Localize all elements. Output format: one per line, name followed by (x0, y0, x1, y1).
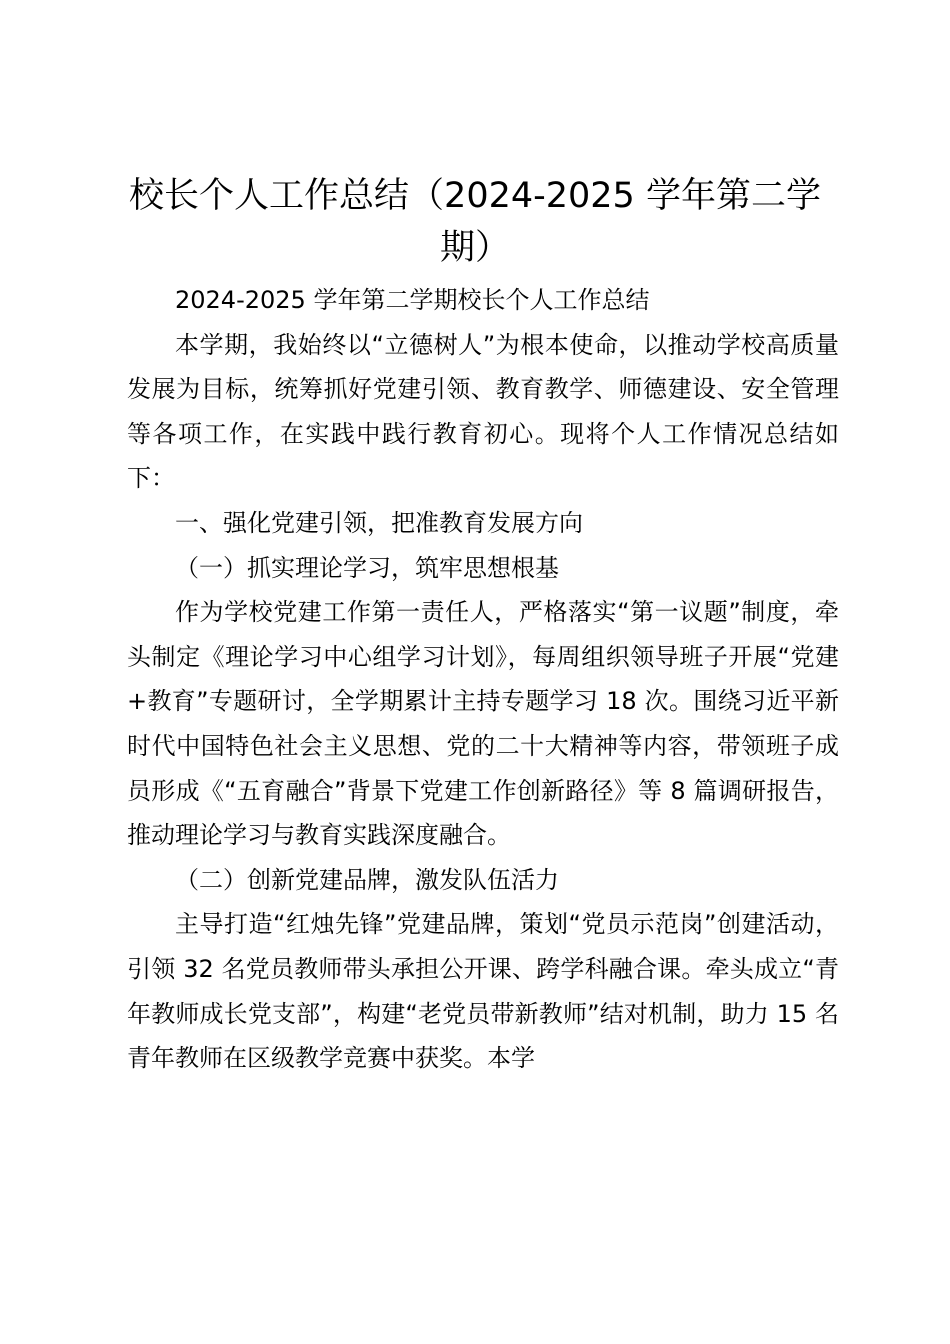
section-1-heading: 一、强化党建引领，把准教育发展方向 (175, 508, 583, 537)
section-1-1-paragraph: 作为学校党建工作第一责任人，严格落实“第一议题”制度，牵头制定《理论学习中心组学习计划》，每周组织领导班子开展“党建+教育”专题研讨，全学期累计主持专题学习 18 次。围绕习近平新时代中国特色社会主义思想、党的二十大精神等内容，带领班子成员形成《“五育融合”背景下党建工作创新路径》等 8 篇调研报告，推动理论学习与教育实践深度融合。 (127, 598, 839, 850)
document-body (127, 278, 839, 1081)
intro-paragraph: 本学期，我始终以“立德树人”为根本使命，以推动学校高质量发展为目标，统筹抓好党建引领、教育教学、师德建设、安全管理等各项工作，在实践中践行教育初心。现将个人工作情况总结如下： (127, 330, 839, 493)
section-1-2-heading: （二）创新党建品牌，激发队伍活力 (175, 865, 559, 894)
section-1-1-heading: （一）抓实理论学习，筑牢思想根基 (175, 553, 559, 582)
document-subtitle: 2024-2025 学年第二学期校长个人工作总结 (175, 286, 650, 314)
section-1-2-paragraph: 主导打造“红烛先锋”党建品牌，策划“党员示范岗”创建活动，引领 32 名党员教师带头承担公开课、跨学科融合课。牵头成立“青年教师成长党支部”，构建“老党员带新教师”结对机制，助力 15 名青年教师在区级教学竞赛中获奖。本学 (127, 910, 839, 1073)
document-title: 校长个人工作总结（2024-2025 学年第二学期） (129, 176, 821, 268)
